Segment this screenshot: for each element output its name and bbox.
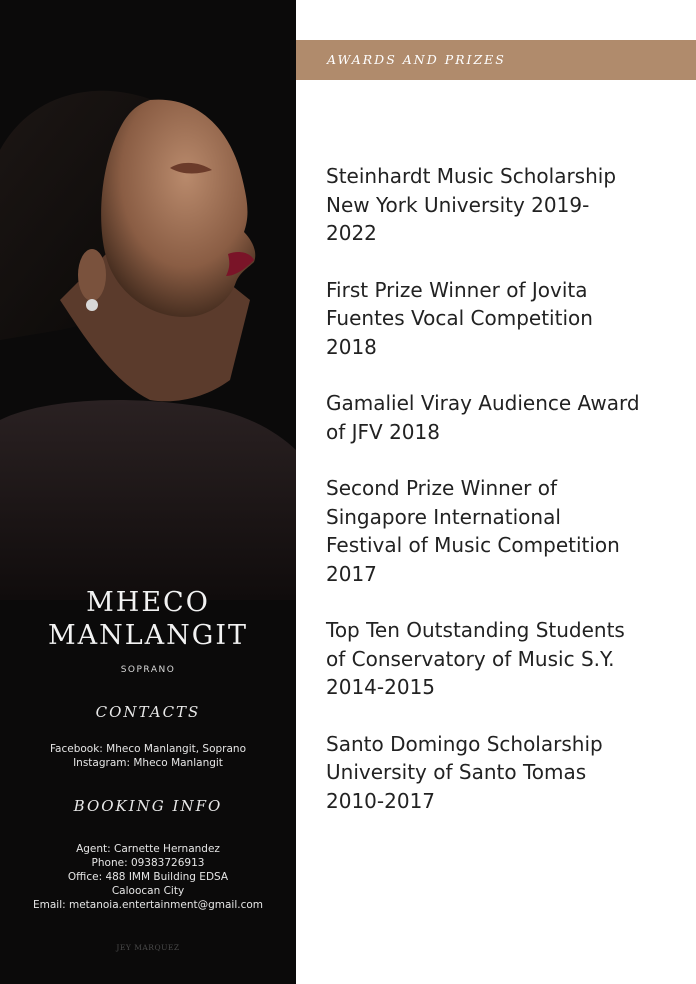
award-line: Steinhardt Music Scholarship	[326, 164, 617, 188]
award-line: First Prize Winner of Jovita	[326, 277, 588, 302]
award-line: 2018	[326, 334, 377, 359]
profile-panel	[0, 0, 296, 984]
award-item	[326, 474, 676, 588]
booking-phone: Phone: 09383726913	[91, 857, 205, 869]
award-item	[326, 162, 676, 248]
contact-facebook: Facebook: Mheco Manlangit, Soprano	[49, 743, 247, 755]
award-item	[326, 730, 676, 816]
name-line-last: MANLANGIT	[47, 620, 249, 651]
award-line: Fuentes Vocal Competition	[326, 306, 593, 330]
award-line: New York University 2019-	[326, 192, 590, 217]
award-item	[326, 616, 676, 702]
awards-heading: AWARDS AND PRIZES	[327, 52, 506, 67]
booking-email: Email: metanoia.entertainment@gmail.com	[32, 899, 264, 911]
awards-list	[326, 162, 676, 843]
award-line: Top Ten Outstanding Students	[326, 618, 625, 642]
portrait-photo	[0, 0, 296, 600]
booking-heading: BOOKING INFO	[73, 797, 223, 815]
name-line-first: MHECO	[86, 587, 210, 618]
award-line: of JFV 2018	[326, 419, 440, 444]
contact-instagram: Instagram: Mheco Manlangit	[73, 757, 223, 769]
award-line: 2022	[326, 221, 377, 245]
booking-agent: Agent: Carnette Hernandez	[76, 843, 220, 855]
awards-header-bar	[296, 40, 696, 80]
award-line: 2010-2017	[326, 788, 436, 813]
performer-name	[0, 586, 296, 652]
award-line: of Conservatory of Music S.Y.	[326, 646, 615, 671]
booking-city: Caloocan City	[111, 885, 185, 897]
award-line: 2017	[326, 561, 377, 586]
photo-credit: JEY MARQUEZ	[116, 943, 180, 952]
contacts-heading: CONTACTS	[95, 703, 201, 721]
award-line: Singapore International	[326, 504, 561, 529]
booking-list	[0, 842, 296, 912]
award-item	[326, 389, 676, 446]
award-line: Gamaliel Viray Audience Award	[326, 391, 640, 415]
award-line: 2014-2015	[326, 675, 436, 699]
voice-type: SOPRANO	[120, 665, 176, 675]
award-line: Santo Domingo Scholarship	[326, 731, 603, 756]
award-item	[326, 276, 676, 362]
award-line: University of Santo Tomas	[326, 760, 587, 784]
contacts-list	[0, 742, 296, 770]
award-line: Festival of Music Competition	[326, 533, 620, 557]
booking-office: Office: 488 IMM Building EDSA	[67, 871, 229, 883]
award-line: Second Prize Winner of	[326, 476, 558, 500]
